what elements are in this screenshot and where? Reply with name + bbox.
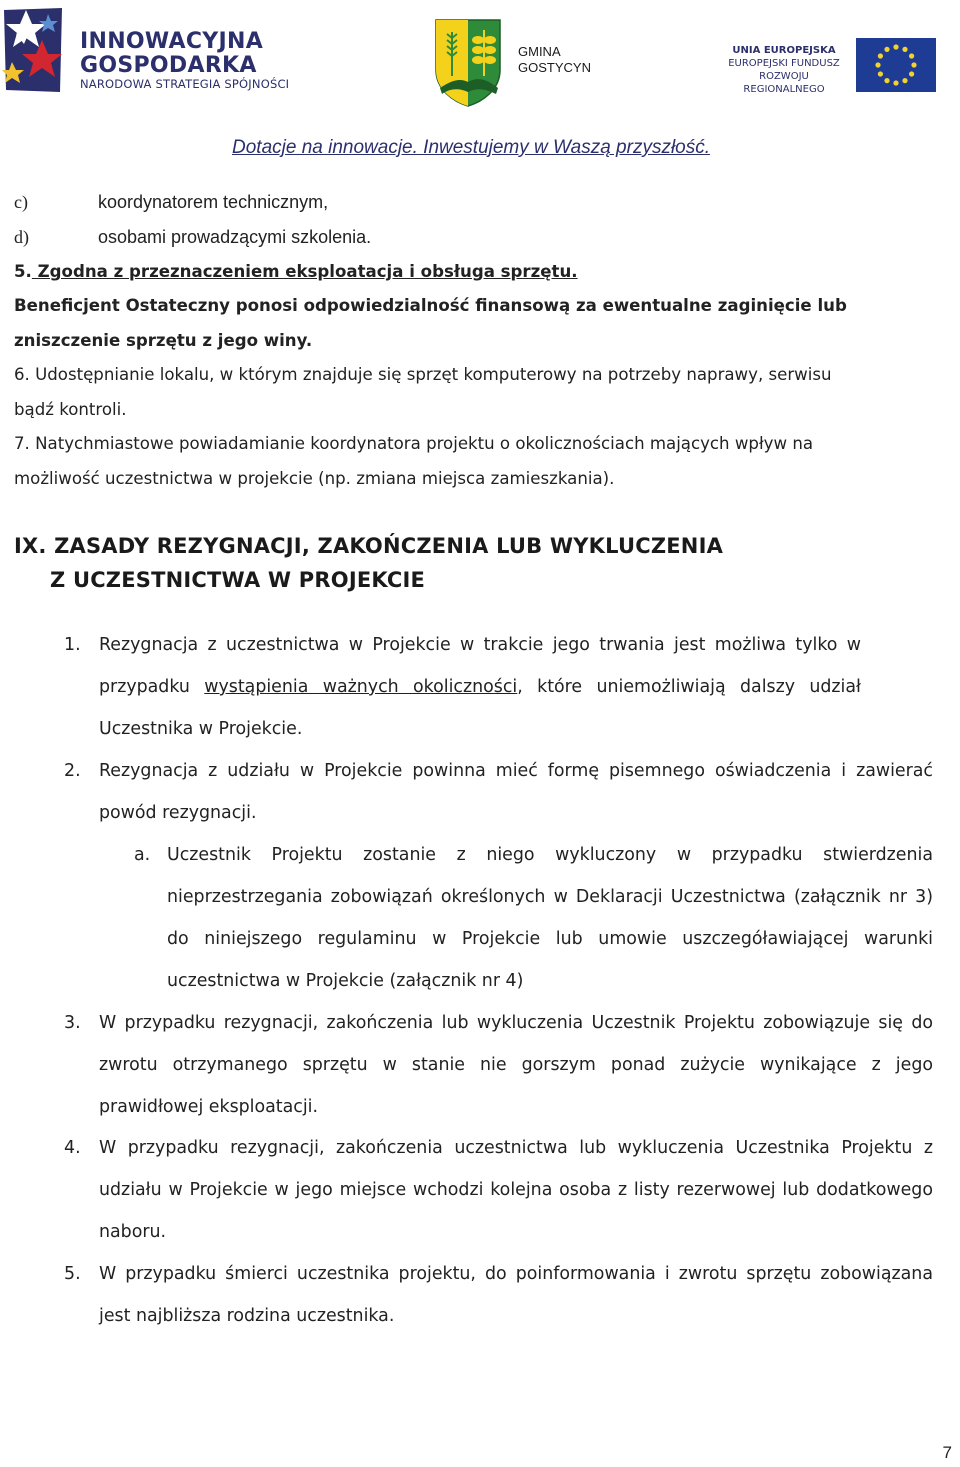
item5-desc-line1: Beneficjent Ostateczny ponosi odpowiedzialność finansową za ewentualne zaginięcie lub — [14, 296, 847, 315]
coat-of-arms-icon — [432, 18, 504, 108]
item7-line2: możliwość uczestnictwa w projekcie (np. zmiana miejsca zamieszkania). — [14, 469, 615, 488]
rule-1-text: Rezygnacja z uczestnictwa w Projekcie w trakcie jego trwania jest możliwa tylko w przypadku wystąpienia ważnych okoliczności, które uniemożliwiają dalszy udział Uczestnika w Projekcie. — [99, 635, 861, 739]
section-heading-line1: IX. ZASADY REZYGNACJI, ZAKOŃCZENIA LUB WYKLUCZENIA — [14, 534, 724, 558]
gmina-name: GMINA GOSTYCYN — [518, 44, 591, 75]
rule-3-number: 3. — [64, 1013, 81, 1033]
item7-line1: 7. Natychmiastowe powiadamianie koordynatora projektu o okolicznościach mających wpływ na — [14, 434, 814, 453]
stars-emblem-icon — [2, 4, 76, 96]
gmina-gostycyn-logo — [432, 18, 612, 110]
rule-4-number: 4. — [64, 1138, 81, 1158]
rule-5-text: W przypadku śmierci uczestnika projektu, do poinformowania i zwrotu sprzętu zobowiązana jest najbliższa rodzina uczestnika. — [99, 1264, 933, 1326]
unia-europejska-logo — [718, 36, 938, 96]
rule-a-number: a. — [134, 845, 151, 865]
list-item-c: koordynatorem technicznym, — [98, 192, 329, 212]
item5-title: Zgodna z przeznaczeniem eksploatacja i obsługa sprzętu. — [31, 262, 578, 281]
list-marker-d: d) — [14, 227, 29, 247]
eu-flag-icon — [856, 38, 936, 92]
innowacyjna-gospodarka-logo — [2, 4, 292, 96]
section-heading-line2: Z UCZESTNICTWA W PROJEKCIE — [50, 568, 426, 592]
narodowa-strategia-subtitle: NARODOWA STRATEGIA SPÓJNOŚCI — [80, 77, 290, 91]
item5-desc-line2: zniszczenie sprzętu z jego winy. — [14, 331, 313, 350]
rule-2-text: Rezygnacja z udziału w Projekcie powinna mieć formę pisemnego oświadczenia i zawierać powód rezygnacji. — [99, 761, 933, 823]
important-circumstances-text: wystąpienia ważnych okoliczności — [204, 677, 518, 697]
eu-fund-label: UNIA EUROPEJSKA EUROPEJSKI FUNDUSZ ROZWOJU REGIONALNEGO — [728, 45, 840, 95]
rule-2-number: 2. — [64, 761, 81, 781]
rule-5-number: 5. — [64, 1264, 81, 1284]
rule-3-text: W przypadku rezygnacji, zakończenia lub wykluczenia Uczestnik Projektu zobowiązuje się do zwrotu otrzymanego sprzętu w stanie nie gorszym ponad zużycie wynikające z jego prawidłowej eksploatacji. — [99, 1013, 933, 1117]
item5-heading — [14, 262, 578, 281]
list-item-d: osobami prowadzącymi szkolenia. — [98, 227, 372, 247]
item5-number: 5. — [14, 262, 32, 281]
rule-4-text: W przypadku rezygnacji, zakończenia uczestnictwa lub wykluczenia Uczestnika Projektu z udziału w Projekcie w jego miejsce wchodzi kolejna osoba z listy rezerwowej lub dodatkowego naboru. — [99, 1138, 933, 1242]
motto: Dotacje na innowacje. Inwestujemy w Waszą przyszłość. — [232, 137, 711, 158]
item6-line2: bądź kontroli. — [14, 400, 127, 419]
item6-line1: 6. Udostępnianie lokalu, w którym znajduje się sprzęt komputerowy na potrzeby naprawy, serwisu — [14, 365, 832, 384]
rule-1-number: 1. — [64, 635, 81, 655]
page-header — [0, 0, 960, 158]
innowacyjna-gospodarka-title: INNOWACYJNA GOSPODARKA — [80, 29, 264, 78]
list-marker-c: c) — [14, 192, 28, 212]
rule-a-text: Uczestnik Projektu zostanie z niego wykluczony w przypadku stwierdzenia nieprzestrzegania zobowiązań określonych w Deklaracji Uczestnictwa (załącznik nr 3) do niniejszego regulaminu w Projekcie lub umowie uszczegóławiającej warunki uczestnictwa w Projekcie (załącznik nr 4) — [167, 845, 933, 991]
page-number: 7 — [942, 1443, 952, 1462]
